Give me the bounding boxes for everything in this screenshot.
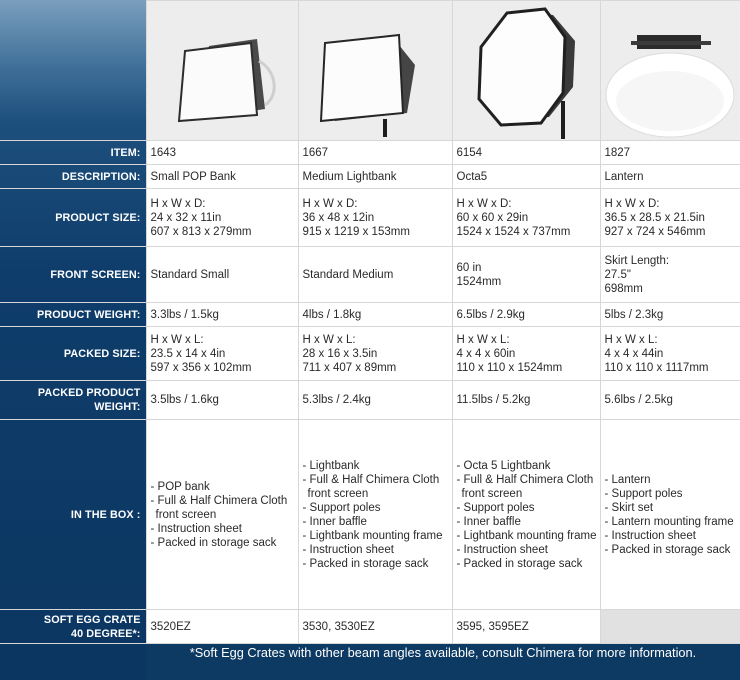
product-size-line: H x W x D:	[456, 197, 512, 210]
list-item: - Inner baffle	[302, 515, 367, 528]
front-screen-label: FRONT SCREEN:	[0, 247, 146, 303]
front-screen-1643	[146, 247, 298, 303]
in-the-box-1643	[146, 420, 298, 610]
product-size-1667	[298, 189, 452, 247]
front-screen-row	[0, 247, 740, 303]
list-item: - Lightbank mounting frame	[456, 529, 597, 542]
front-screen-1667	[298, 247, 452, 303]
product-size-line: 927 x 724 x 546mm	[604, 225, 706, 238]
list-item: - Packed in storage sack	[302, 557, 429, 570]
description-1643: Small POP Bank	[146, 165, 298, 189]
front-screen-line: Skirt Length:	[604, 254, 670, 267]
packed-size-line: 711 x 407 x 89mm	[302, 361, 397, 374]
product-weight-row	[0, 303, 740, 327]
list-item: - Instruction sheet	[150, 522, 242, 535]
packed-weight-1667: 5.3lbs / 2.4kg	[298, 381, 452, 420]
product-size-line: H x W x D:	[604, 197, 660, 210]
list-item: - Inner baffle	[456, 515, 521, 528]
egg-crate-1643: 3520EZ	[146, 610, 298, 644]
list-item: - Support poles	[302, 501, 381, 514]
packed-size-1827	[600, 327, 740, 381]
product-image-1643	[146, 1, 298, 141]
list-item: - Full & Half Chimera Cloth	[150, 494, 288, 507]
front-screen-1827	[600, 247, 740, 303]
list-item: - Lightbank	[302, 459, 360, 472]
footnote: *Soft Egg Crates with other beam angles available, consult Chimera for more information.	[189, 645, 697, 660]
item-1667: 1667	[298, 141, 452, 165]
packed-weight-label	[0, 381, 146, 420]
item-1827: 1827	[600, 141, 740, 165]
description-1827: Lantern	[600, 165, 740, 189]
packed-size-line: H x W x L:	[604, 333, 658, 346]
front-screen-line: Standard Medium	[302, 268, 394, 281]
item-label: ITEM:	[0, 141, 146, 165]
packed-size-line: 4 x 4 x 44in	[604, 347, 664, 360]
list-item: - Instruction sheet	[604, 529, 696, 542]
packed-weight-6154: 11.5lbs / 5.2kg	[452, 381, 600, 420]
packed-size-line: H x W x L:	[150, 333, 204, 346]
packed-size-label: PACKED SIZE:	[0, 327, 146, 381]
product-size-row	[0, 189, 740, 247]
list-item: front screen	[155, 508, 217, 521]
packed-weight-1643: 3.5lbs / 1.6kg	[146, 381, 298, 420]
product-size-line: 36.5 x 28.5 x 21.5in	[604, 211, 705, 224]
in-the-box-label: IN THE BOX :	[0, 420, 146, 610]
egg-crate-label-line: SOFT EGG CRATE	[43, 613, 141, 626]
packed-weight-1827: 5.6lbs / 2.5kg	[600, 381, 740, 420]
product-size-6154	[452, 189, 600, 247]
packed-size-line: 23.5 x 14 x 4in	[150, 347, 226, 360]
list-item: - Lantern mounting frame	[604, 515, 734, 528]
in-the-box-1667	[298, 420, 452, 610]
egg-crate-label	[0, 610, 146, 644]
lantern-icon	[601, 1, 740, 140]
packed-size-1643	[146, 327, 298, 381]
packed-size-line: 4 x 4 x 60in	[456, 347, 516, 360]
product-weight-6154: 6.5lbs / 2.9kg	[452, 303, 600, 327]
list-item: front screen	[307, 487, 369, 500]
packed-size-line: 28 x 16 x 3.5in	[302, 347, 378, 360]
product-size-1827	[600, 189, 740, 247]
product-size-label: PRODUCT SIZE:	[0, 189, 146, 247]
list-item: - Lightbank mounting frame	[302, 529, 443, 542]
in-the-box-list	[605, 473, 738, 557]
item-6154: 6154	[452, 141, 600, 165]
list-item: - Octa 5 Lightbank	[456, 459, 551, 472]
image-row-label	[0, 1, 146, 141]
product-size-line: 607 x 813 x 279mm	[150, 225, 252, 238]
product-image-1827	[600, 1, 740, 141]
in-the-box-list	[151, 480, 296, 550]
description-1667: Medium Lightbank	[298, 165, 452, 189]
product-weight-label: PRODUCT WEIGHT:	[0, 303, 146, 327]
in-the-box-list	[457, 459, 598, 571]
front-screen-line: 698mm	[604, 282, 643, 295]
packed-size-line: H x W x L:	[302, 333, 356, 346]
product-size-line: H x W x D:	[302, 197, 358, 210]
medium-lightbank-icon	[299, 1, 452, 140]
product-size-line: 1524 x 1524 x 737mm	[456, 225, 571, 238]
product-image-6154	[452, 1, 600, 141]
list-item: - Instruction sheet	[456, 543, 548, 556]
product-size-line: H x W x D:	[150, 197, 206, 210]
image-row	[0, 1, 740, 141]
description-label: DESCRIPTION:	[0, 165, 146, 189]
list-item: - Skirt set	[604, 501, 654, 514]
front-screen-line: 60 in	[456, 261, 482, 274]
front-screen-6154	[452, 247, 600, 303]
product-weight-1643: 3.3lbs / 1.5kg	[146, 303, 298, 327]
item-1643: 1643	[146, 141, 298, 165]
product-image-1667	[298, 1, 452, 141]
in-the-box-list	[303, 459, 450, 571]
list-item: - Packed in storage sack	[150, 536, 277, 549]
packed-size-line: 597 x 356 x 102mm	[150, 361, 252, 374]
list-item: - Lantern	[604, 473, 651, 486]
description-6154: Octa5	[452, 165, 600, 189]
product-size-line: 24 x 32 x 11in	[150, 211, 222, 224]
list-item: - POP bank	[150, 480, 210, 493]
list-item: - Full & Half Chimera Cloth	[302, 473, 440, 486]
list-item: - Packed in storage sack	[604, 543, 731, 556]
octa5-icon	[453, 1, 600, 140]
product-size-line: 36 x 48 x 12in	[302, 211, 375, 224]
list-item: - Packed in storage sack	[456, 557, 583, 570]
front-screen-line: 1524mm	[456, 275, 502, 288]
packed-size-row	[0, 327, 740, 381]
product-size-1643	[146, 189, 298, 247]
egg-crate-1667: 3530, 3530EZ	[298, 610, 452, 644]
list-item: front screen	[461, 487, 523, 500]
packed-size-1667	[298, 327, 452, 381]
item-row	[0, 141, 740, 165]
product-weight-1667: 4lbs / 1.8kg	[298, 303, 452, 327]
list-item: - Instruction sheet	[302, 543, 394, 556]
packed-size-line: 110 x 110 x 1524mm	[456, 361, 563, 374]
egg-crate-label-line: 40 DEGREE*:	[70, 627, 141, 640]
list-item: - Support poles	[456, 501, 535, 514]
in-the-box-1827	[600, 420, 740, 610]
packed-weight-label-line: PACKED PRODUCT	[37, 387, 141, 399]
packed-size-line: 110 x 110 x 1117mm	[604, 361, 709, 374]
in-the-box-row	[0, 420, 740, 610]
list-item: - Full & Half Chimera Cloth	[456, 473, 594, 486]
product-size-line: 915 x 1219 x 153mm	[302, 225, 410, 238]
front-screen-line: Standard Small	[150, 268, 230, 281]
front-screen-line: 27.5"	[604, 268, 631, 281]
packed-size-line: H x W x L:	[456, 333, 510, 346]
product-size-line: 60 x 60 x 29in	[456, 211, 529, 224]
list-item: - Support poles	[604, 487, 683, 500]
egg-crate-6154: 3595, 3595EZ	[452, 610, 600, 644]
packed-size-6154	[452, 327, 600, 381]
packed-weight-label-line: WEIGHT:	[94, 401, 141, 413]
packed-weight-row	[0, 381, 740, 420]
description-row	[0, 165, 740, 189]
in-the-box-6154	[452, 420, 600, 610]
product-weight-1827: 5lbs / 2.3kg	[600, 303, 740, 327]
small-pop-bank-icon	[147, 1, 298, 140]
